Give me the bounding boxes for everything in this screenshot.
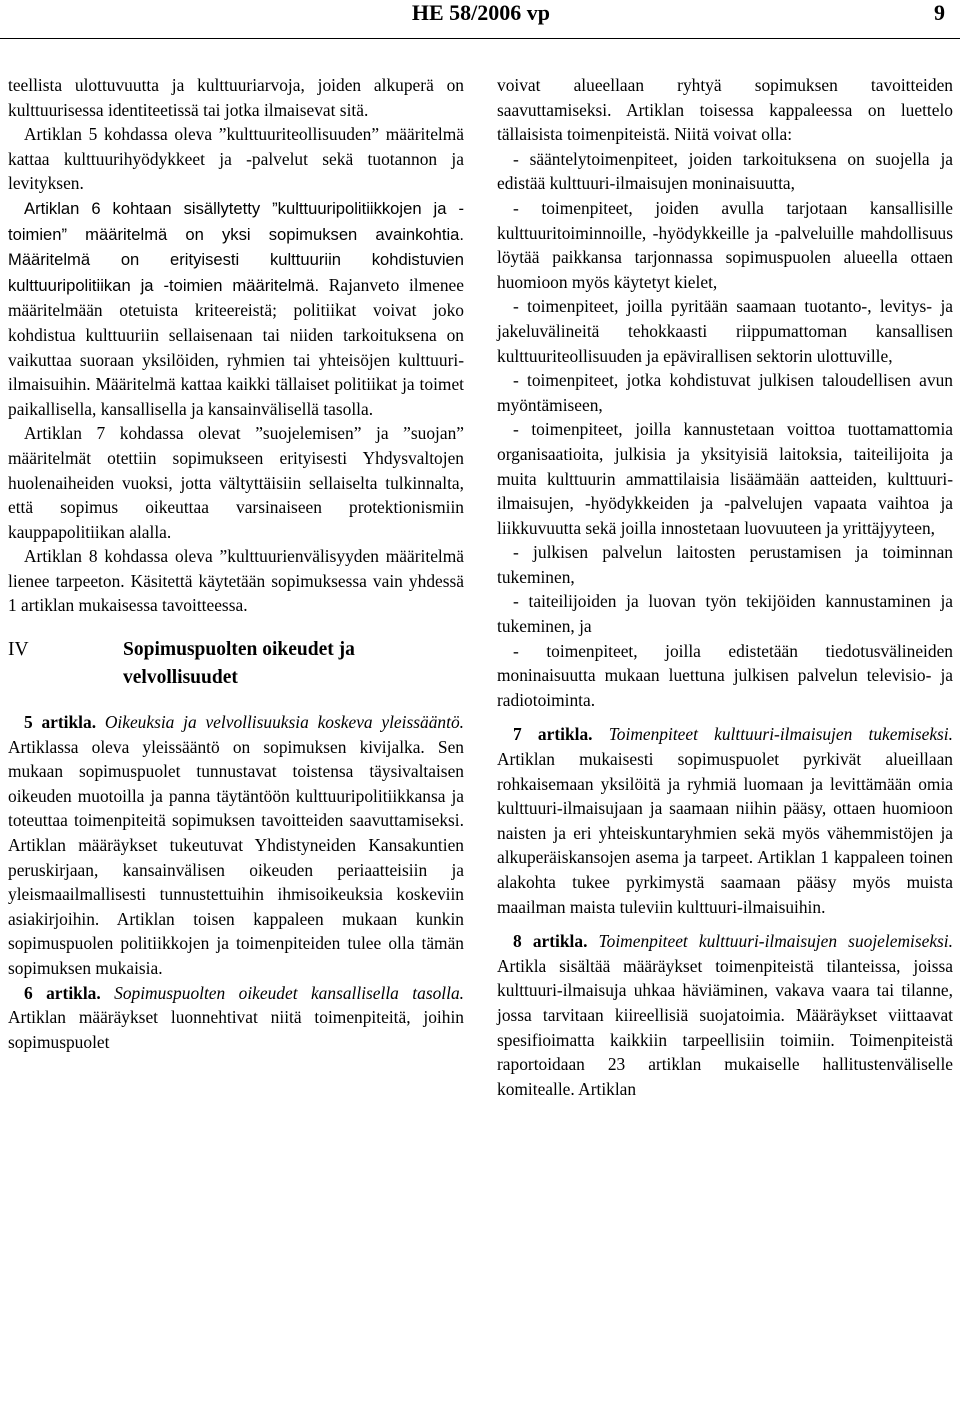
paragraph-sans-part: Artiklan 6 kohtaan sisällytetty ”kulttuuripolitiikkojen ja -toimien” määritelmä on yksi sopimuksen avainkohtia. Määritelmä on erityisesti kulttuuriin kohdistuvien kulttuuripolitiikan ja -toimien määritelmä. — [8, 198, 464, 295]
paragraph-part: Rajanveto ilmenee määritelmään otetuista kriteereistä; politiikat voivat joko kohdistua kulttuuriin sellaisenaan tai niiden tarkoituksena on vaikuttaa suoraan yksilöiden, ryhmien tai yhteisöjen kulttuuri-ilmaisuihin. Määritelmä kattaa kaikki tällaiset politiikat ja toimet paikallisella, kansallisella ja kansainvälisellä tasolla. — [8, 274, 464, 419]
article-paragraph — [8, 710, 464, 981]
list-item: - julkisen palvelun laitosten perustamisen ja toiminnan tukeminen, — [497, 542, 953, 587]
article-label: 5 artikla. — [24, 712, 97, 733]
list-item: - toimenpiteet, joilla kannustetaan voittoa tuottamattomia organisaatioita, julkisia ja yksityisiä laitoksia, taiteilijoita ja muita kulttuurin ammattilaisia lisäämään aatteiden, kulttuuri-ilmaisujen, -hyödykkeiden ja -palvelujen vapaata vaihtoa ja liikkuvuutta sekä joilla innostetaan luovuuteen ja yrittäjyyteen, — [497, 419, 953, 538]
article-text: Artiklassa oleva yleissääntö on sopimuksen kivijalka. Sen mukaan sopimuspuolet tunnustavat toistensa täysivaltaisen oikeuden muotoilla ja panna täytäntöön kulttuuripolitiikkansa ja toteuttaa toimenpiteitä sopimuksen tavoitteiden saavuttamiseksi. Artiklan määräykset tukeutuvat Yhdistyneiden Kansakuntien peruskirjaan, kansainvälisen oikeuden periaatteisiin ja yleismaailmallisesti tunnustettuihin ihmisoikeuksia koskeviin asiakirjoihin. Artiklan toisen kappaleen mukaan kunkin sopimuspuolen politiikkojen ja toimenpiteiden tulee olla tämän sopimuksen mukaisia. — [8, 736, 464, 978]
article-paragraph — [497, 929, 953, 1101]
article-title: Toimenpiteet kulttuuri-ilmaisujen tukemiseksi. — [592, 724, 953, 745]
paragraph — [8, 196, 464, 421]
right-column — [497, 73, 953, 1101]
article-label: 8 artikla. — [513, 931, 588, 952]
left-column — [8, 73, 464, 1054]
list-item: - toimenpiteet, joilla edistetään tiedotusvälineiden moninaisuutta mukaan luettuna julkisen palvelun televisio- ja radiotoiminta. — [497, 640, 953, 710]
article-text: Artiklan määräykset luonnehtivat niitä toimenpiteitä, joihin sopimuspuolet — [8, 1007, 464, 1052]
header-rule — [0, 38, 960, 39]
paragraph: voivat alueellaan ryhtyä sopimuksen tavoitteiden saavuttamiseksi. Artiklan toisessa kappaleessa on luettelo tällaisista toimenpiteistä. Niitä voivat olla: — [497, 75, 953, 145]
article-title: Sopimuspuolten oikeudet kansallisella tasolla. — [100, 982, 464, 1003]
section-number: IV — [8, 639, 29, 661]
list-item: - toimenpiteet, jotka kohdistuvat julkisen taloudellisen avun myöntämiseen, — [497, 370, 953, 415]
article-text: Artikla sisältää määräykset toimenpiteistä tilanteissa, joissa kulttuuri-ilmaisuja uhkaa häviäminen, vakava vaara tai tilanne, jossa tarvitaan kiireellisiä suojatoimia. Määräykset viittaavat spesifioimatta kaikkiin tarpeellisiin toimiin. Toimenpiteistä raportoidaan 23 artiklan mukaiselle hallitustenväliselle komitealle. Artiklan — [497, 955, 953, 1099]
article-text: Artiklan mukaisesti sopimuspuolet pyrkivät alueillaan rohkaisemaan yksilöitä ja ryhmiä luomaan ja levittämään omia kulttuuri-ilmaisujaan ja saamaan niihin pääsy, ottaen huomioon naisten ja eri yhteiskuntaryhmien sekä myös vähemmistöjen ja alkuperäiskansojen asema ja tarpeet. Artiklan 1 kappaleen toinen alakohta tukee pyrkimystä saamaan pääsy myös muista maailman maista tuleviin kulttuuri-ilmaisuihin. — [497, 749, 953, 917]
article-title: Toimenpiteet kulttuuri-ilmaisujen suojelemiseksi. — [587, 931, 953, 952]
paragraph: Artiklan 7 kohdassa olevat ”suojelemisen” ja ”suojan” määritelmät otettiin sopimukseen erityisesti Yhdysvaltojen huolenaiheiden vuoksi, jotta vältyttäisiin sellaiselta tulkinnalta, että sopimus oikeuttaa varsinaiseen protektionismiin kauppapolitiikan alalla. — [8, 423, 464, 542]
article-paragraph — [8, 981, 464, 1055]
paragraph: Artiklan 5 kohdassa oleva ”kulttuuriteollisuuden” määritelmä kattaa kulttuurihyödykkeet ja -palvelut sekä tuotannon ja levityksen. — [8, 124, 464, 194]
paragraph: teellista ulottuvuutta ja kulttuuriarvoja, joiden alkuperä on kulttuurisessa identiteetissä tai jotka ilmaisevat sitä. — [8, 75, 464, 120]
list-item: - taiteilijoiden ja luovan työn tekijöiden kannustaminen ja tukeminen, ja — [497, 591, 953, 637]
paragraph: Artiklan 8 kohdassa oleva ”kulttuurienvälisyyden määritelmä lienee tarpeeton. Käsitettä käytetään sopimuksessa vain yhdessä 1 artiklan mukaisessa tavoitteessa. — [8, 546, 464, 616]
article-label: 6 artikla. — [24, 982, 101, 1003]
list-item: - toimenpiteet, joilla pyritään saamaan tuotanto-, levitys- ja jakeluvälineitä tehokkaasti riippumattoman kansallisen kulttuuriteollisuuden ja epävirallisen sektorin ulottuville, — [497, 296, 953, 366]
document-id: HE 58/2006 vp — [411, 0, 550, 25]
section-title: Sopimuspuolten oikeudet ja velvollisuudet — [123, 639, 355, 689]
page-number: 9 — [934, 0, 945, 25]
article-title: Oikeuksia ja velvollisuuksia koskeva yleissääntö. — [96, 712, 464, 733]
list-item: - sääntelytoimenpiteet, joiden tarkoituksena on suojella ja edistää kulttuuri-ilmaisujen moninaisuutta, — [497, 148, 953, 194]
article-label: 7 artikla. — [513, 724, 593, 745]
section-heading — [8, 636, 464, 692]
article-paragraph — [497, 722, 953, 919]
list-item: - toimenpiteet, joiden avulla tarjotaan kansallisille kulttuuritoiminnoille, -hyödykkeille ja -palveluille mahdollisuus löytää paikkansa tarjonnassa sopimuspuolen alueella ottaen huomioon myös käytetyt kielet, — [497, 197, 953, 292]
